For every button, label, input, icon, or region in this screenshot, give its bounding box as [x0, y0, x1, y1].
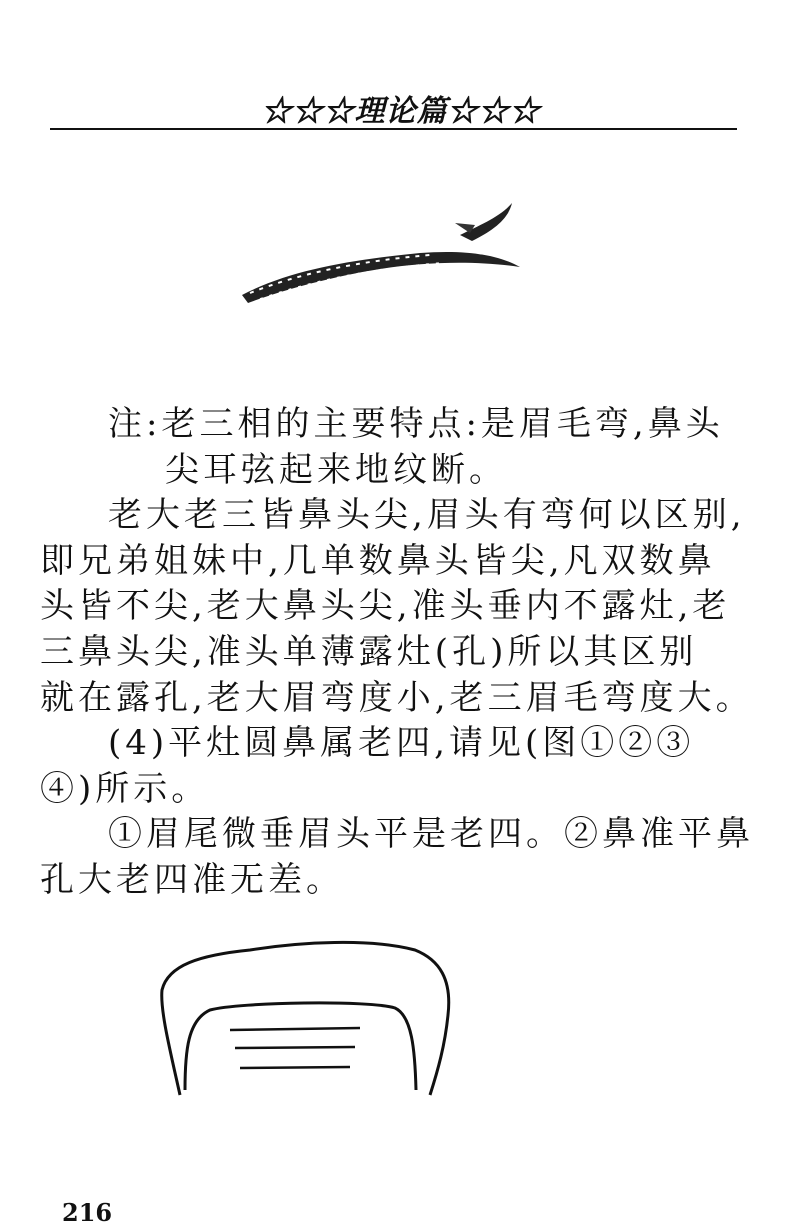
paragraph-line: (4)平灶圆鼻属老四,请见(图①②③: [108, 723, 695, 764]
eyebrow-illustration: [230, 195, 530, 315]
paragraph-line: ④)所示。: [40, 768, 210, 809]
note-line-1: 注:老三相的主要特点:是眉毛弯,鼻头: [108, 404, 724, 444]
nose-diagram: [140, 920, 470, 1110]
body-text: [40, 402, 754, 904]
page-number: 216: [62, 1198, 113, 1227]
paragraph-line: 就在露孔,老大眉弯度小,老三眉毛弯度大。: [40, 677, 754, 718]
paragraph-line: 头皆不尖,老大鼻头尖,准头垂内不露灶,老: [40, 586, 731, 627]
paragraph-line: 三鼻头尖,准头单薄露灶(孔)所以其区别: [40, 631, 698, 672]
paragraph-line: 即兄弟姐妹中,几单数鼻头皆尖,凡双数鼻: [40, 540, 716, 581]
header-rule: [50, 128, 737, 130]
page-header: ☆☆☆理论篇☆☆☆: [261, 94, 541, 129]
note-line-2: 尖耳弦起来地纹断。: [165, 449, 507, 490]
paragraph-line: 孔大老四准无差。: [40, 859, 344, 900]
paragraph-line: ①眉尾微垂眉头平是老四。②鼻准平鼻: [108, 814, 754, 855]
paragraph-line: 老大老三皆鼻头尖,眉头有弯何以区别,: [108, 495, 746, 536]
